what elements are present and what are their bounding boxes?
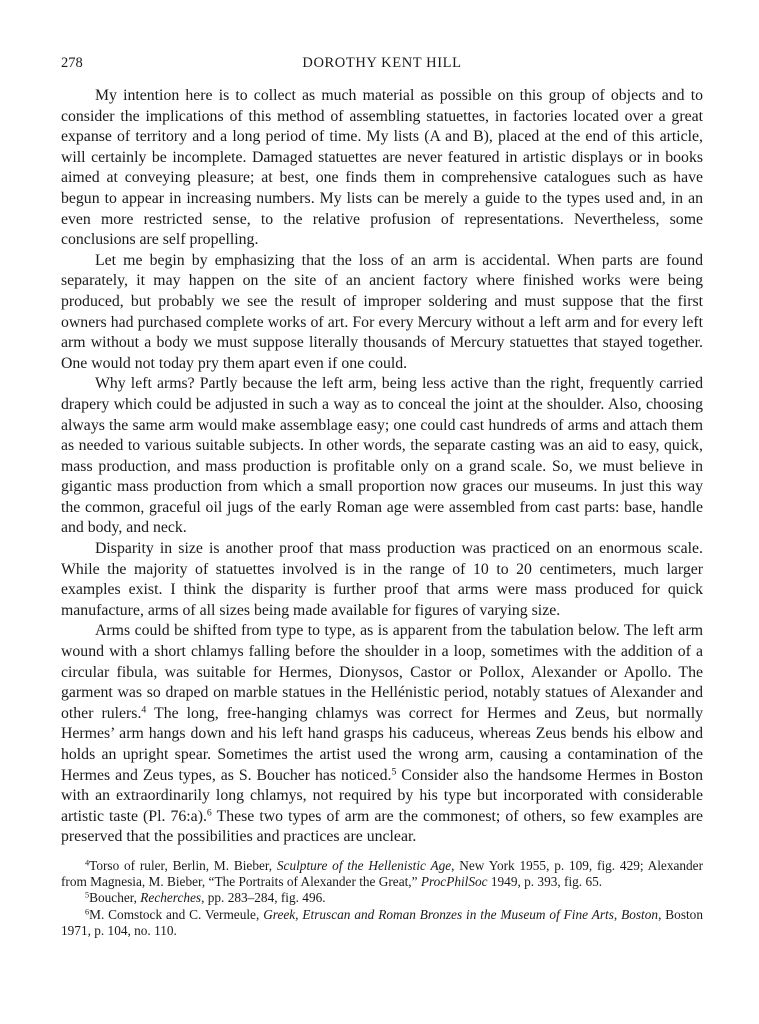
footnote-text: Boucher,	[89, 890, 141, 906]
footnote-5	[61, 890, 703, 906]
footnote-ref-5: 5	[391, 766, 397, 778]
footnote-text: 1949, p. 393, fig. 65.	[487, 874, 603, 890]
footnote-number: 5	[85, 890, 90, 900]
footnote-text: M. Comstock and C. Vermeule,	[89, 906, 264, 922]
footnote-number: 4	[85, 858, 90, 868]
book-title: Sculpture of the Hellenistic Age	[276, 857, 452, 873]
footnote-4	[61, 858, 703, 890]
footnote-text: , Boston 1971, p. 104, no. 110.	[61, 906, 703, 938]
paragraph-4: Disparity in size is another proof that mass production was practiced on an enormous scale. While the majority of statuettes involved is in the range of 10 to 20 centimeters, much larger examples exist. I think the disparity is further proof that arms were mass produced for quick manufacture, arms of all sizes being made available for figures of varying size.	[61, 540, 703, 619]
footnote-text: Torso of ruler, Berlin, M. Bieber,	[89, 857, 277, 873]
footnote-number: 6	[85, 907, 90, 917]
page-number: 278	[61, 55, 83, 71]
footnotes	[61, 858, 703, 939]
book-title: Greek, Etruscan and Roman Bronzes in the Museum of Fine Arts, Boston	[263, 906, 659, 922]
paragraph-2: Let me begin by emphasizing that the loss of an arm is accidental. When parts are found separately, it may happen on the site of an ancient factory where finished works were being produced, but probably we see the result of improper soldering and must suppose that the first owners had purchased complete works of art. For every Mercury without a left arm and for every left arm without a body we must suppose literally thousands of Mercury statuettes that stayed together. One would not today pry them apart even if one could.	[61, 251, 703, 372]
footnote-ref-4: 4	[141, 704, 147, 716]
footnote-text: , pp. 283–284, fig. 496.	[201, 890, 326, 906]
journal-title: ProcPhilSoc	[420, 874, 488, 890]
paragraph-5-part-b: The long, free-hanging chlamys was correct for Hermes and Zeus, but normally Hermes’ arm hangs down and his left hand grasps his caduceus, whereas Zeus bends his elbow and holds an upright spear. Sometimes the artist used the wrong arm, causing a contamination of the Hermes and Zeus types, as S. Boucher has noticed.	[61, 704, 703, 784]
footnote-ref-6: 6	[206, 807, 212, 819]
paragraph-5-part-d: These two types of arm are the commonest; of others, so few examples are preserved that the possibilities and practices are unclear.	[61, 807, 703, 846]
paragraph-5-part-a: Arms could be shifted from type to type, as is apparent from the tabulation below. The left arm wound with a short chlamys falling before the shoulder in a loop, sometimes with the addition of a circular fibula, was suitable for Hermes, Dionysos, Castor or Pollox, Alexander or Apollo. The garment was so draped on marble statues in the Hellénistic period, notably statues of Alexander and other rulers.	[61, 622, 703, 722]
running-head: DOROTHY KENT HILL	[302, 55, 462, 71]
paragraph-3: Why left arms? Partly because the left arm, being less active than the right, frequently carried drapery which could be adjusted in such a way as to conceal the joint at the shoulder. Also, choosing always the same arm would make assemblage easy; one could cast hundreds of arms and attach them as needed to various suitable subjects. In other words, the separate casting was an aid to easy, quick, mass production, and mass production is profitable only on a grand scale. So, we must believe in gigantic mass production from which a small proportion now graces our museums. In just this way the common, graceful oil jugs of the early Roman age were assembled from cast parts: base, handle and body, and neck.	[61, 375, 703, 537]
footnote-6	[61, 907, 703, 939]
paragraph-5-part-c: Consider also the handsome Hermes in Boston with an extraordinarily long chlamys, not required by his type but incorporated with considerable artistic taste (Pl. 76:a).	[61, 766, 703, 825]
footnote-text: , New York 1955, p. 109, fig. 429; Alexander from Magnesia, M. Bieber, “The Portraits of Alexander the Great,”	[61, 857, 703, 890]
page-header	[61, 53, 703, 73]
paragraph-5	[61, 621, 703, 848]
paragraph-1: My intention here is to collect as much material as possible on this group of objects and to consider the implications of this method of assembling statuettes, in factories located over a great expanse of territory and a long period of time. My lists (A and B), placed at the end of this article, will certainly be incomplete. Damaged statuettes are never featured in artistic displays or in books aimed at conveying pleasure; at best, one finds them in comprehensive catalogues such as have begun to appear in increasing numbers. My lists can be merely a guide to the types used and, in an even more restricted sense, to the relative profusion of representations. Nevertheless, some conclusions are self propelling.	[61, 87, 703, 249]
book-title: Recherches	[140, 890, 202, 906]
article-body	[61, 86, 703, 939]
